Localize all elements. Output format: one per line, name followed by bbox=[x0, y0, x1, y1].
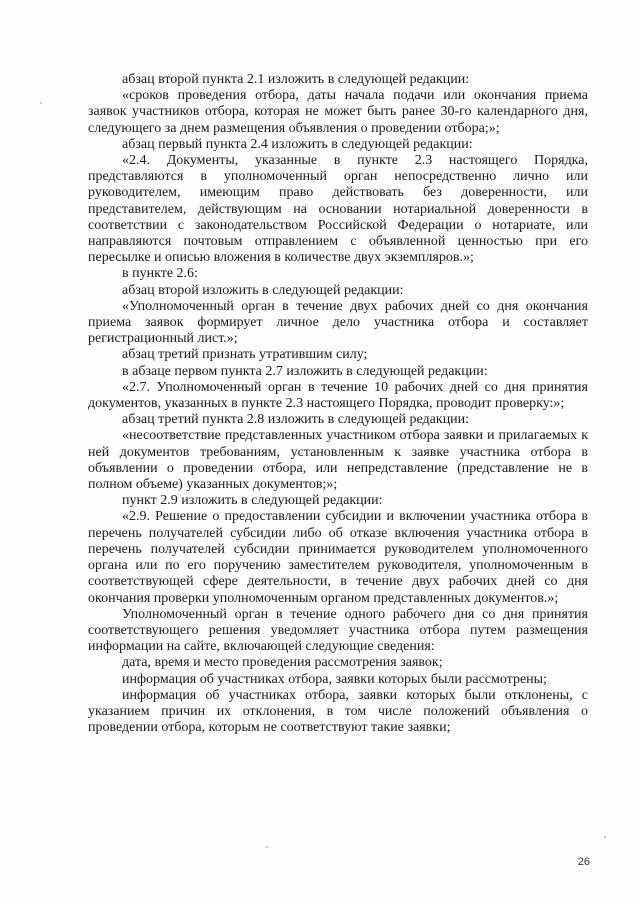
paragraph: пункт 2.9 изложить в следующей редакции: bbox=[122, 493, 383, 509]
paragraph: «2.7. Уполномоченный орган в течение 10 рабочих дней со дня принятия документов, указанных в пункте 2.3 настоящего Порядка, проводит проверку:»; bbox=[88, 379, 588, 412]
paragraph: абзац второй пункта 2.1 изложить в следующей редакции: bbox=[122, 72, 470, 87]
paragraph: информация об участниках отбора, заявки которых были отклонены, с указанием причин их отклонения, в том числе положений объявления о проведении отбора, которым не соответствуют такие заявки; bbox=[88, 687, 588, 736]
scan-speck bbox=[266, 846, 268, 848]
paragraph: абзац третий пункта 2.8 изложить в следующей редакции: bbox=[122, 412, 470, 428]
paragraph: в абзаце первом пункта 2.7 изложить в следующей редакции: bbox=[122, 363, 488, 379]
paragraph: «сроков проведения отбора, даты начала подачи или окончания приема заявок участников отбора, которая не может быть ранее 30-го календарного дня, следующего за днем размещения объявления о проведении отбора;»; bbox=[88, 88, 588, 136]
paragraph: «2.4. Документы, указанные в пункте 2.3 настоящего Порядка, представляются в уполномоченный орган непосредственно лично или руководителем, имеющим право действовать без доверенности, или представителем, действующим на основании нотариальной доверенности в соответствии с законодательством Российской Федерации о нотариате, или направляются почтовым отправлением с объявленной ценностью при его пересылке и описью вложения в количестве двух экземпляров.»; bbox=[88, 153, 588, 266]
paragraph: «Уполномоченный орган в течение двух рабочих дней со дня окончания приема заявок формирует личное дело участника отбора и составляет регистрационный лист.»; bbox=[88, 298, 588, 347]
paragraph: абзац второй изложить в следующей редакции: bbox=[122, 282, 404, 298]
paragraph: Уполномоченный орган в течение одного рабочего дня со дня принятия соответствующего решения уведомляет участника отбора путем размещения информации на сайте, включающей следующие сведения: bbox=[88, 606, 588, 655]
document-body bbox=[88, 72, 588, 736]
page-number: 26 bbox=[577, 856, 590, 868]
paragraph: информация об участниках отбора, заявки которых были рассмотрены; bbox=[122, 671, 547, 687]
paragraph: дата, время и место проведения рассмотрения заявок; bbox=[122, 655, 443, 671]
paragraph: «несоответствие представленных участником отбора заявки и прилагаемых к ней документов требованиям, установленным к заявке участника отбора в объявлении о проведении отбора, или непредставление (представление не в полном объеме) указанных документов;»; bbox=[88, 428, 588, 493]
paragraph: в пункте 2.6: bbox=[122, 266, 198, 282]
scan-speck bbox=[40, 102, 42, 104]
paragraph: абзац третий признать утратившим силу; bbox=[122, 347, 368, 363]
paragraph: абзац первый пункта 2.4 изложить в следующей редакции: bbox=[122, 136, 473, 152]
paragraph: «2.9. Решение о предоставлении субсидии и включении участника отбора в перечень получателей субсидии либо об отказе включения участника отбора в перечень получателей субсидии принимается руководителем уполномоченного органа или по его поручению заместителем руководителя, уполномоченным в соответствующей сфере деятельности, в течение двух рабочих дней со дня окончания проверки уполномоченным органом представленных документов.»; bbox=[88, 509, 588, 606]
scan-speck bbox=[604, 836, 606, 838]
